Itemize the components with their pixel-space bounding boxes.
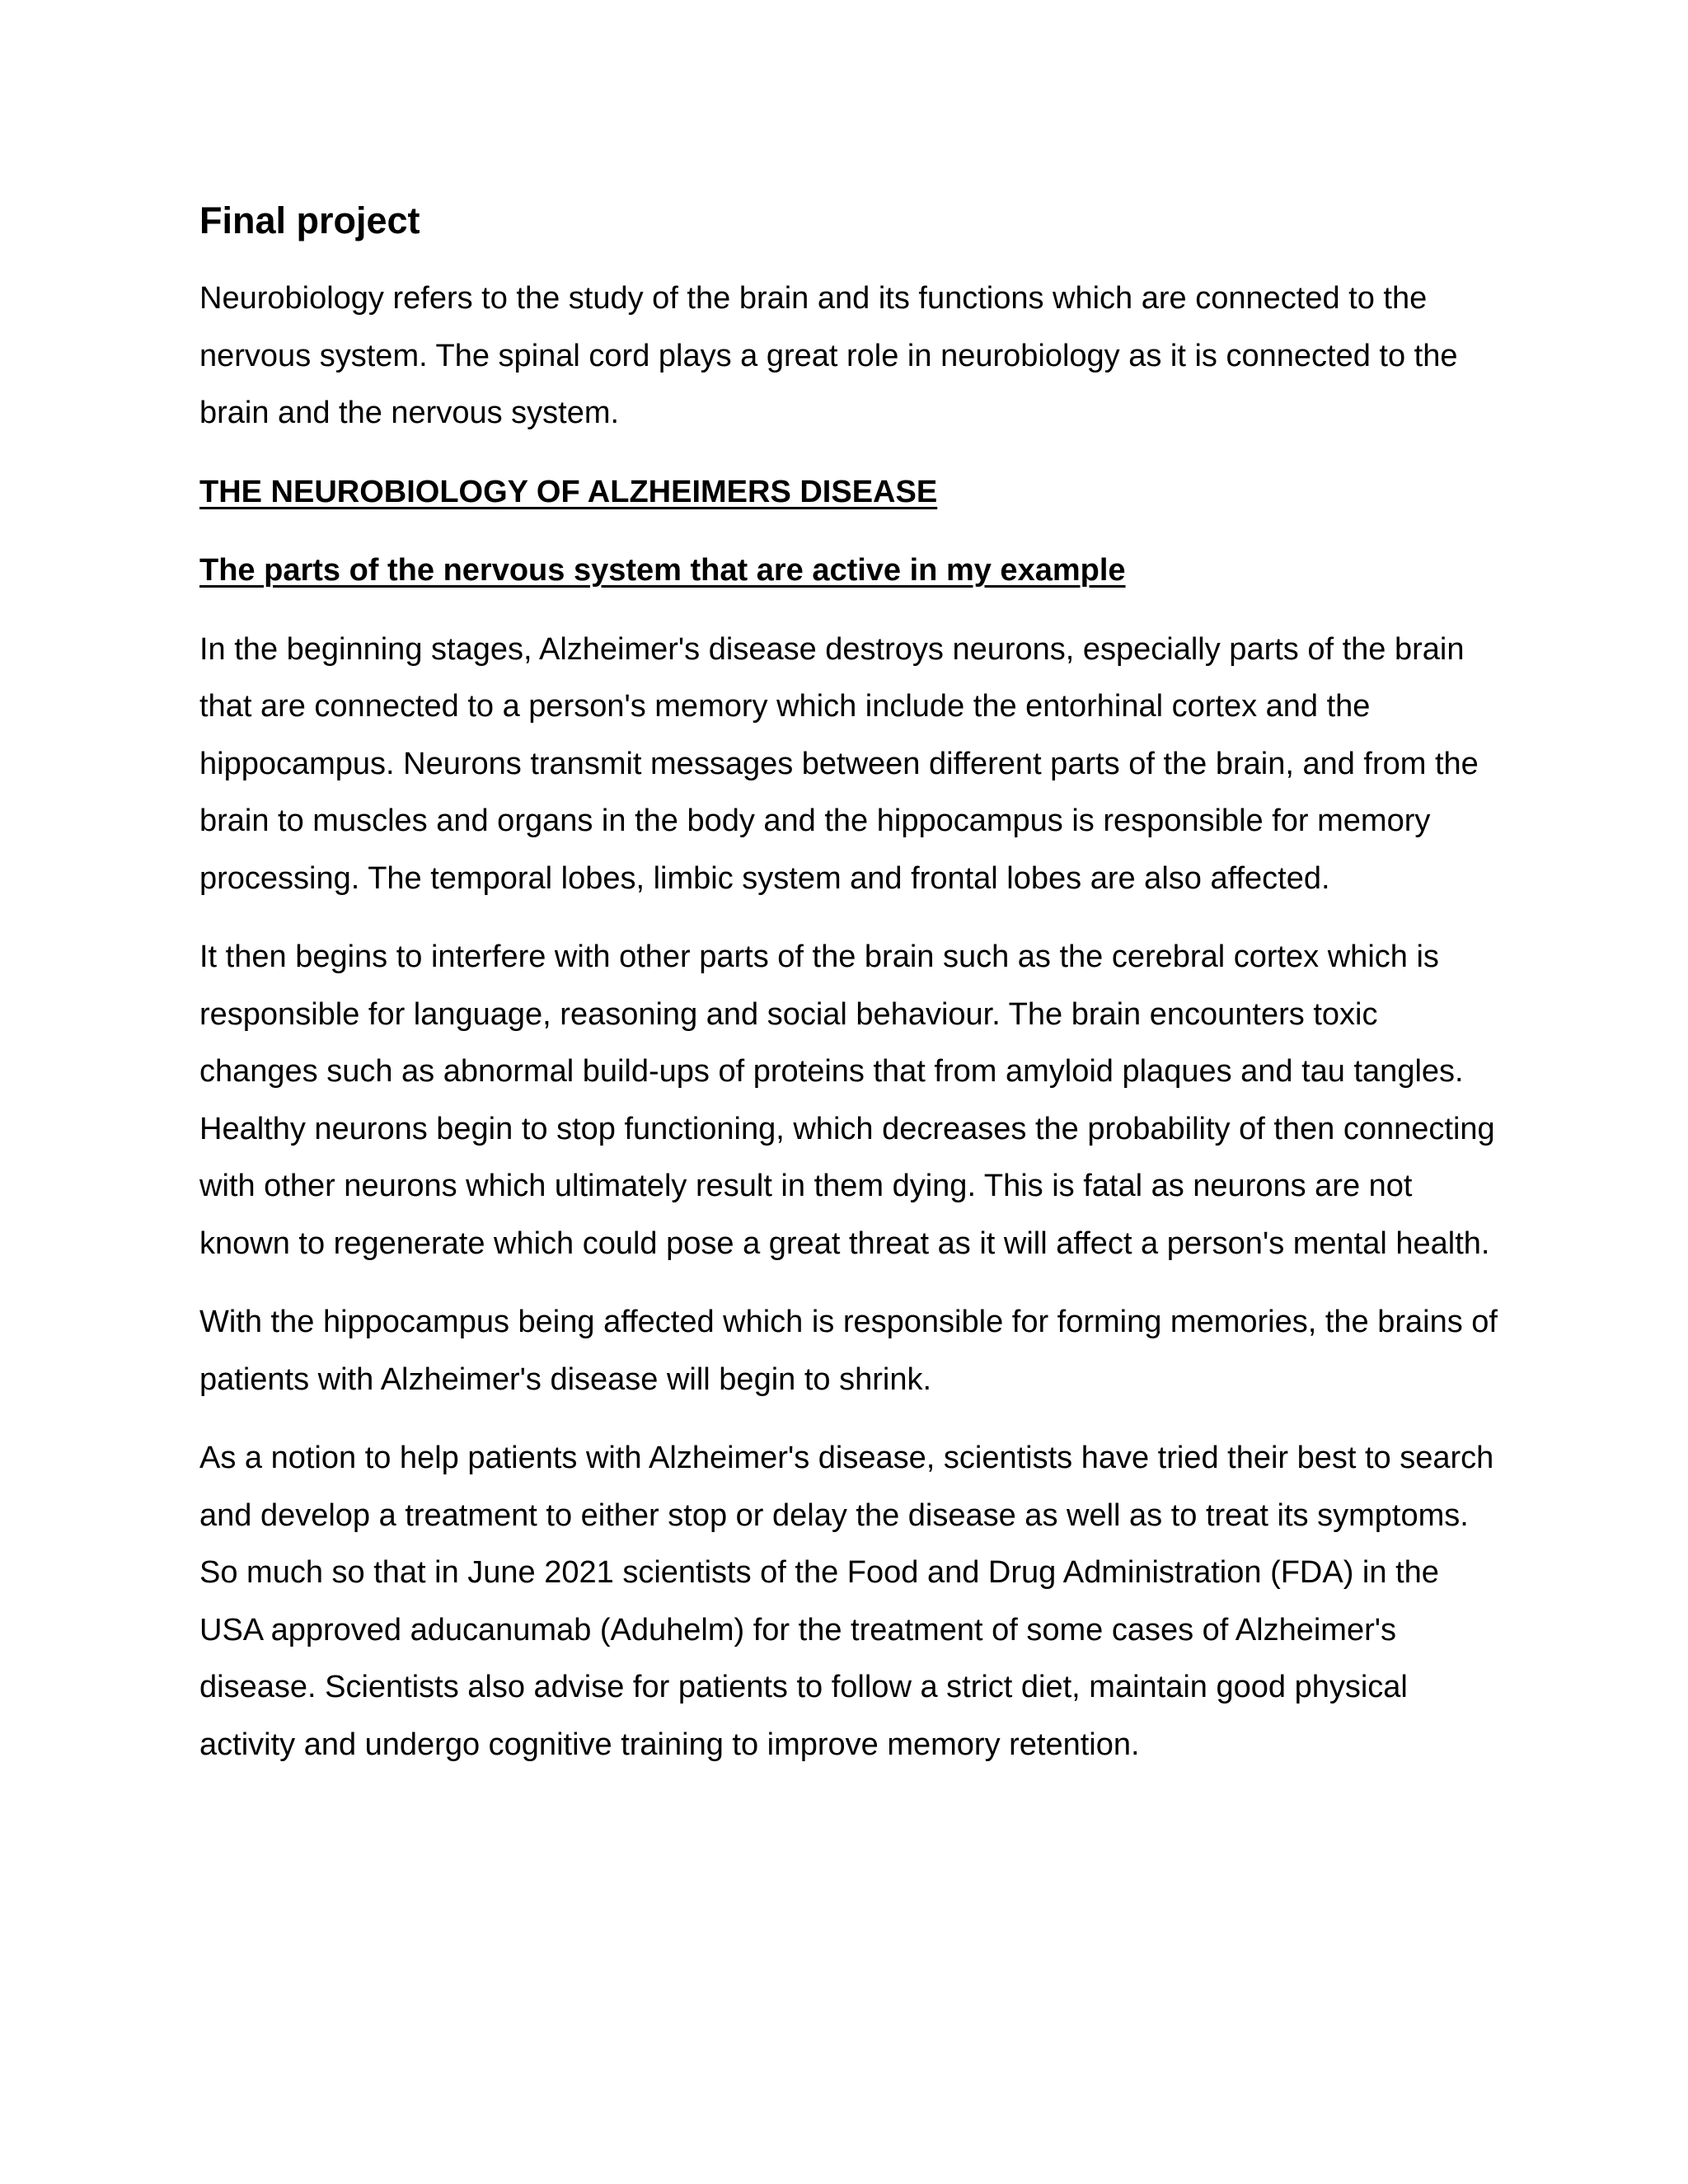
document-page [199, 190, 1502, 1774]
intro-paragraph: Neurobiology refers to the study of the brain and its functions which are connected to the nervous system. The spinal cord plays a great role in neurobiology as it is connected to the brain and the nervous system. [199, 281, 1458, 430]
body-paragraph-2: It then begins to interfere with other parts of the brain such as the cerebral cortex which is responsible for language, reasoning and social behaviour. The brain encounters toxic changes such as abnormal build-ups of proteins that from amyloid plaques and tau tangles. Healthy neurons begin to stop functioning, which decreases the probability of then connecting with other neurons which ultimately result in them dying. This is fatal as neurons are not known to regenerate which could pose a great threat as it will affect a person's mental health. [199, 940, 1495, 1261]
body-paragraph-1: In the beginning stages, Alzheimer's disease destroys neurons, especially parts of the brain that are connected to a person's memory which include the entorhinal cortex and the hippocampus. Neurons transmit messages between different parts of the brain, and from the brain to muscles and organs in the body and the hippocampus is responsible for memory processing. The temporal lobes, limbic system and frontal lobes are also affected. [199, 631, 1479, 896]
section-heading: THE NEUROBIOLOGY OF ALZHEIMERS DISEASE [199, 474, 938, 509]
body-paragraph-4: As a notion to help patients with Alzheimer's disease, scientists have tried their best to search and develop a treatment to either stop or delay the disease as well as to treat its symptoms. So much so that in June 2021 scientists of the Food and Drug Administration (FDA) in the USA approved aducanumab (Aduhelm) for the treatment of some cases of Alzheimer's disease. Scientists also advise for patients to follow a strict diet, maintain good physical activity and undergo cognitive training to improve memory retention. [199, 1441, 1494, 1762]
document-title: Final project [199, 199, 420, 241]
body-paragraph-3: With the hippocampus being affected which is responsible for forming memories, the brains of patients with Alzheimer's disease will begin to shrink. [199, 1305, 1498, 1397]
subheading: The parts of the nervous system that are active in my example [199, 553, 1126, 588]
